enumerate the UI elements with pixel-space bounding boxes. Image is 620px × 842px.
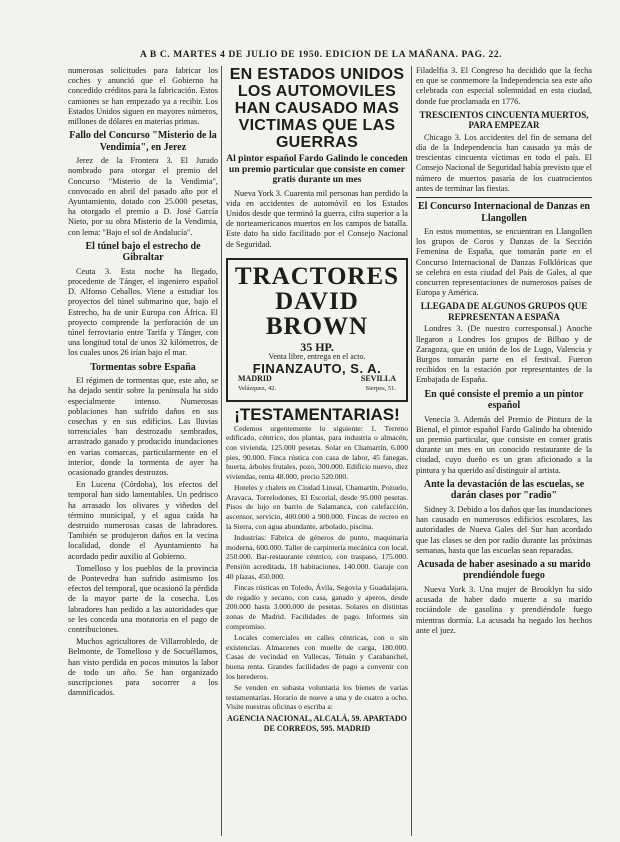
paragraph-350-dead: Chicago 3. Los accidentes del fin de semana del día de la Independencia han causado ya más de trescientas cincuenta víctimas en todo el país. El Consejo Nacional de Seguridad había previsto que el número de muertos pasaría de los cuatrocientos antes de terminar las fiestas. [416,132,592,193]
headline-groups-arrival: LLEGADA DE ALGUNOS GRUPOS QUE REPRESENTAN A ESPAÑA [420,301,588,322]
testamentarias-paragraph-2: Hoteles y chalets en Ciudad Lineal, Chamartín, Pozuelo, Aravaca, Torrelodones, El Escorial, desde 95.000 pesetas. Pisos de lujo en barrio de Salamanca, con calefacción, ascensor, servicio, 400.000 a 900.000. Fincas de recreo en la Sierra, con agua abundante, arbolado, piscina. [226,483,408,531]
ad-city-sevilla: SEVILLA [360,374,396,384]
ad-title-line1: TRACTORES [234,262,400,290]
paragraph-llangollen: En estos momentos, se encuentran en Llangollen los grupos de Coros y Danzas de la Sección Femenina de España, que tomarán parte en el Concurso Internacional de Danzas Folklóricas que se celebra en esta ciudad del País de Gales, al que concurren representaciones de numerosos países de Europa y América. [416,227,592,298]
paragraph-independence: Filadelfia 3. El Congreso ha decidido que la fecha en que se conmemore la Independencia sea este año celebrada con especial solemnidad en esta ciudad, donde fue proclamada en 1776. [416,66,592,106]
main-headline: EN ESTADOS UNIDOS LOS AUTOMOVILES HAN CAUSADO MAS VICTIMAS QUE LAS GUERRAS [229,66,405,151]
testamentarias-paragraph-3: Industrias: Fábrica de géneros de punto, maquinaria moderna, 600.000. Taller de carpintería mecánica con local, 250.000. Bar-restaurante céntrico, con traspaso, 175.000. Pensión acreditada, 18 habitaciones, 140.000. Garaje con 40 plazas, 450.000. [226,533,408,581]
running-head: A B C. MARTES 4 DE JULIO DE 1950. EDICION DE LA MAÑANA. PAG. 22. [140,50,503,60]
column-rule-2 [411,66,412,836]
headline-painter-prize: En qué consiste el premio a un pintor español [424,388,584,412]
ad-title-line2: DAVID BROWN [265,287,369,340]
testamentarias-paragraph-4: Fincas rústicas en Toledo, Ávila, Segovia y Guadalajara, de regadío y secano, con casa, ganado y aperos, desde 200.000 hasta 3.000.000 de pesetas. Solares en distintas zonas de Madrid. Facilidades de pago. Informes sin compromiso. [226,583,408,631]
main-subheadline: Al pintor español Fardo Galindo le conceden un premio particular que consiste en comer gratis durante un mes [226,154,408,185]
ad-address-madrid: Velázquez, 42. [238,385,277,393]
ad-company: FINANZAUTO, S. A. [252,360,382,376]
headline-storms: Tormentas sobre España [90,361,196,373]
intro-paragraph: numerosas solicitudes para fabricar los coches y anunció que el Gobierno ha concedido créditos para la fabricación. Estos camiones se han empezado ya a recibir. Los Estados Unidos siguen en mayores números, millones de dólares en materias primas. [68,66,218,127]
testamentarias-paragraph-6: Se venden en subasta voluntaria los bienes de varias testamentarías. Horario de nueve a una y de cuatro a ocho. Visite nuestras oficinas o escriba a: [226,683,408,712]
paragraph-storms-1: El régimen de tormentas que, este año, se ha dejado sentir sobre la península ha sido especialmente intenso. Numerosas poblaciones han sufrido daños en sus cosechas y en sus edificios. Las lluvias torrenciales han destrozado sembrados, arrastrado ganado y producido inundaciones en varias comarcas, particularmente en el interior, donde la tormenta de ayer ha ocasionado grandes destrozos. [68,376,218,477]
headline-350-dead: TRESCIENTOS CINCUENTA MUERTOS, PARA EMPEZAR [419,109,589,131]
column-left [68,66,218,836]
ad-address-sevilla: Sierpes, 51. [365,385,396,393]
testamentarias-paragraph-5: Locales comerciales en calles céntricas, con o sin existencias. Almacenes con muelle de carga, 180.000. Casas de vecindad en Vallecas, Tetuán y Carabanchel, buena renta. Grandes facilidades de pago a convenir con los herederos. [226,633,408,681]
headline-jerez: Fallo del Concurso "Misterio de la Vendimia", en Jerez [69,130,217,153]
ad-addresses [232,384,402,394]
tractor-advertisement [226,258,408,402]
column-center [226,66,408,836]
paragraph-groups-arrival: Londres 3. (De nuestro corresponsal.) Anoche llegaron a Londres los grupos de Bilbao y de Zaragoza, que en unión de los de Lugo, Valencia y Burgos tomarán parte en el festival. Fueron recibidos en la estación por representantes de la Embajada de España. [416,324,592,385]
ad-tagline: Venta libre, entrega en el acto. [268,351,366,361]
divider [416,197,592,198]
paragraph-radio-classes: Sidney 3. Debido a los daños que las inundaciones han causado en numerosos edificios escolares, las autoridades de Nueva Gales del Sur han acordado que las clases se den por radio durante las próximas semanas, hasta que las escuelas sean reparadas. [416,504,592,555]
paragraph-storms-3: Tomelloso y los pueblos de la provincia de Pontevedra han sufrido asimismo los efectos del temporal, que ocasionó la pérdida de la mayor parte de la cosecha. Los labradores han pedido a las autoridades que se les conceda una moratoria en el pago de contribuciones. [68,563,218,635]
testamentarias-paragraph-1: Cedemos urgentemente lo siguiente: 1. Terreno edificado, céntrico, dos plantas, para industria o almacén, con vivienda, 125.000 pesetas. Solar en Chamartín, 6.000 pies, 90.000. Finca rústica con casa de labor, 45 fanegas, huerta, árboles frutales, pozo, 300.000. Edificio nuevo, diez viviendas, renta 48.000, precio 520.000. [226,423,408,481]
column-rule-1 [221,66,222,836]
testamentarias-headline: ¡TESTAMENTARIAS! [234,404,400,424]
headline-llangollen: El Concurso Internacional de Danzas en Llangollen [418,201,590,224]
paragraph-painter-prize: Venecia 3. Además del Premio de Pintura de la Bienal, el pintor español Fardo Galindo ha obtenido un premio particular, que consiste en comer gratis durante un mes en un conocido restaurante de la ciudad, cuyo dueño es un gran aficionado a la pintura y ha querido así distinguir al artista. [416,414,592,475]
headline-radio-classes: Ante la devastación de las escuelas, se darán clases por "radio" [423,478,585,502]
headline-tunnel: El túnel bajo el estrecho de Gibraltar [85,240,201,264]
paragraph-accused-woman: Nueva York 3. Una mujer de Brooklyn ha sido acusada de haber dado muerte a su marido rociándole de gasolina y prendiéndole fuego mientras dormía. La acusada ha negado los hechos ante el juez. [416,584,592,635]
ad-horsepower: 35 HP. [300,339,334,354]
paragraph-storms-4: Muchos agricultores de Villarrobledo, de Belmonte, de Tomelloso y de Socuéllamos, han visto perdida en pocos minutos la labor de todo un año. Se han organizado suscripciones para socorrer a los damnificados. [68,637,218,698]
ad-city-madrid: MADRID [238,374,272,384]
column-right [416,66,592,836]
headline-accused-woman: Acusada de haber asesinado a su marido prendiéndole fuego [417,558,591,582]
paragraph-accidents: Nueva York 3. Cuarenta mil personas han perdido la vida en accidentes de automóvil en los Estados Unidos desde que terminó la guerra, cifra superior a la de norteamericanos muertos en los campos de batalla. Este dato ha sido facilitado por el Consejo Nacional de Seguridad. [226,188,408,249]
paragraph-tunnel: Ceuta 3. Esta noche ha llegado, procedente de Tánger, el ingeniero español D. Alfonso Ceballos. Viene a estudiar los proyectos del túnel submarino que, bajo el Estrecho, ha de unir Europa con África. El proyecto comprende la perforación de un túnel ferroviario entre Tarifa y Tánger, con una longitud total de unos 32 kilómetros, de los cuales unos 26 irían bajo el mar. [68,266,218,358]
paragraph-jerez: Jerez de la Frontera 3. El Jurado nombrado para otorgar el premio del Concurso "Misterio de la Vendimia", convocado en abril del pasado año por el Ayuntamiento, dotado con 25.000 pesetas, ha otorgado el premio a D. José García Nieto, por su obra Misterio de la Vendimia, con lema: "Bajo el sol de Andalucía". [68,156,218,237]
testamentarias-footer: AGENCIA NACIONAL, ALCALÁ, 59. APARTADO DE CORREOS, 595. MADRID [227,713,407,734]
paragraph-storms-2: En Lucena (Córdoba), los efectos del temporal han sido lamentables. Un pedrisco ha arrasado los olivares y viñedos del término municipal, y el agua caída ha destruido numerosas casas de labradores. También se produjeron daños en la vecina localidad, donde el Ayuntamiento ha acordado pedir auxilio al Gobierno. [68,480,218,561]
